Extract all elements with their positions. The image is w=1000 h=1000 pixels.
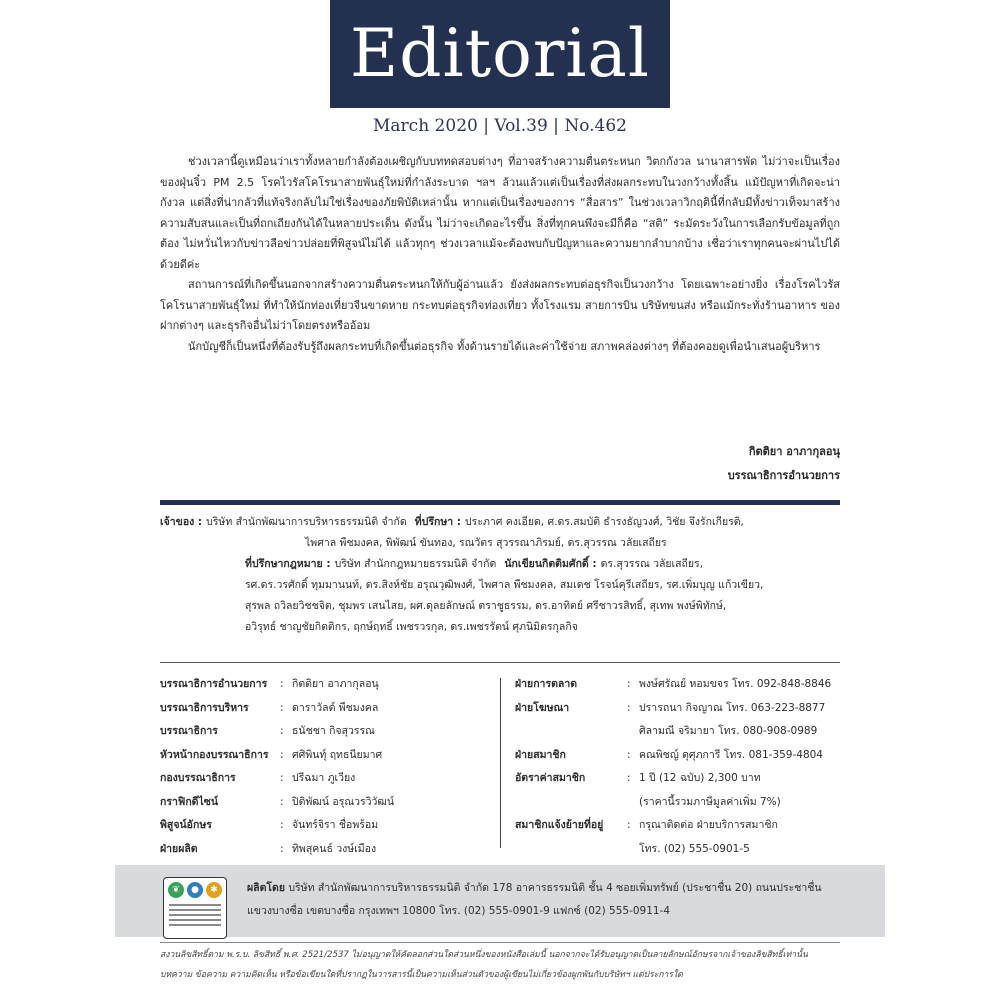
dept-row: ฝ่ายการตลาด : พงษ์ศรัณย์ หอมขจร โทร. 092-848-8846 <box>515 673 840 697</box>
eco-label-icon <box>163 877 227 939</box>
owner-row <box>160 512 840 533</box>
editorial-body <box>160 152 840 357</box>
dept-row: ฝ่ายสมาชิก : คณพิชญ์ ดุศุภการี โทร. 081-359-4804 <box>515 744 840 768</box>
dept-row: อัตราค่าสมาชิก : 1 ปี (12 ฉบับ) 2,300 บาท <box>515 767 840 791</box>
staff-name: จันทร์จิรา ชื่อพร้อม <box>292 819 379 831</box>
signature-role: บรรณาธิการอำนวยการ <box>727 469 840 482</box>
dept-contact: 1 ปี (12 ฉบับ) 2,300 บาท <box>639 772 761 784</box>
dept-role: ฝ่ายการตลาด <box>515 678 578 690</box>
signature-name: กิตติยา อาภากุลอนุ <box>748 445 840 458</box>
section-divider <box>160 500 840 505</box>
paragraph-2: สถานการณ์ที่เกิดขึ้นนอกจากสร้างความตื่นตระหนกให้กับผู้อ่านแล้ว ยังส่งผลกระทบต่อธุรกิจเป็นวงกว้าง โดยเฉพาะอย่างยิ่ง เรื่องโรคไวรัสโคโรนาสายพันธุ์ใหม่ ที่ทำให้นักท่องเที่ยวจีนขาดหาย กระทบต่อธุรกิจท่องเที่ยว ทั้งโรงแรม สายการบิน บริษัทขนส่ง หรือแม้กระทั่งร้านอาหาร ของฝากต่างๆ และธุรกิจอื่นไม่ว่าโดยตรงหรืออ้อม <box>160 278 840 332</box>
dept-role: อัตราค่าสมาชิก <box>515 772 586 784</box>
leaf-icon: ❦ <box>168 882 184 898</box>
copyright-line-2: บทความ ข้อความ ความคิดเห็น หรือข้อเขียนใดที่ปรากฏในวารสารนี้เป็นความเห็นส่วนตัวของผู้เขียนไม่เกี่ยวข้องผูกพันกับบริษัทฯ แต่ประการใด <box>160 970 683 980</box>
staff-row: กองบรรณาธิการ : ปรีฉมา ภูเวียง <box>160 767 490 791</box>
producer-label: ผลิตโดย <box>247 882 286 894</box>
dept-contact: ศิลามณี จริมายา โทร. 080-908-0989 <box>639 725 818 737</box>
staff-role: พิสูจน์อักษร <box>160 819 212 831</box>
staff-role: บรรณาธิการบริหาร <box>160 701 249 714</box>
staff-row: บรรณาธิการ : ธนัชชา กิจสุวรรณ <box>160 720 490 744</box>
legal-value: บริษัท สำนักกฎหมายธรรมนิติ จำกัด <box>334 558 497 570</box>
producer-band <box>115 865 885 937</box>
dept-contact: คณพิชญ์ ดุศุภการี โทร. 081-359-4804 <box>639 748 823 761</box>
water-drop-icon: ● <box>187 882 203 898</box>
staff-role: กราฟิกดีไซน์ <box>160 795 219 808</box>
honor-row-2 <box>160 575 840 596</box>
staff-role: บรรณาธิการ <box>160 725 218 737</box>
copyright-line-1: สงวนลิขสิทธิ์ตาม พ.ร.บ. ลิขสิทธิ์ พ.ศ. 2521/2537 ไม่อนุญาตให้คัดลอกส่วนใดส่วนหนึ่งของหนังสือเล่มนี้ นอกจากจะได้รับอนุญาตเป็นลายลักษณ์อักษรจากเจ้าของลิขสิทธิ์เท่านั้น <box>160 950 808 960</box>
owner-value: บริษัท สำนักพัฒนาการบริหารธรรมนิติ จำกัด <box>206 516 407 528</box>
dept-row-continued <box>515 838 840 862</box>
staff-role: กองบรรณาธิการ <box>160 772 236 784</box>
staff-role: บรรณาธิการอำนวยการ <box>160 678 268 690</box>
staff-name: กิตติยา อาภากุลอนุ <box>292 678 379 690</box>
staff-column-divider <box>500 678 501 848</box>
honor-line-1: ดร.สุวรรณ วลัยเสถียร, <box>600 558 704 570</box>
advisor-row-2 <box>160 533 840 554</box>
masthead <box>330 0 670 108</box>
lightbulb-icon: ✱ <box>206 882 222 898</box>
honor-label: นักเขียนกิตติมศักดิ์ : <box>504 558 597 570</box>
dept-contact: กรุณาติดต่อ ฝ่ายบริการสมาชิก <box>639 819 778 831</box>
staff-name: ปรีฉมา ภูเวียง <box>292 772 356 784</box>
staff-name: ปิติพัฒน์ อรุณวรวิวัฒน์ <box>292 795 395 808</box>
honor-line-3: สุรพล ถวิลยวิชชจิต, ชุมพร เสนไสย, ผศ.ดุลยลักษณ์ ตราชูธรรม, ดร.อาทิตย์ ศรีชาวรสิทธิ์, สุเทพ พงษ์พิทักษ์, <box>245 600 727 612</box>
dept-row-continued <box>515 720 840 744</box>
signature <box>728 440 840 488</box>
staff-row: ฝ่ายผลิต : ทิพสุคนธ์ วงษ์เมือง <box>160 838 490 862</box>
dept-contact: ปรารถนา กิจญาณ โทร. 063-223-8877 <box>639 701 826 714</box>
honor-row-3 <box>160 596 840 617</box>
staff-name: ทิพสุคนธ์ วงษ์เมือง <box>292 842 377 855</box>
producer-info <box>247 877 847 923</box>
paragraph-3: นักบัญชีก็เป็นหนึ่งที่ต้องรับรู้ถึงผลกระทบที่เกิดขึ้นต่อธุรกิจ ทั้งด้านรายได้และค่าใช้จ่าย สภาพคล่องต่างๆ ที่ต้องคอยดูเพื่อนำเสนอผู้บริหาร <box>188 339 821 353</box>
dept-role: สมาชิกแจ้งย้ายที่อยู่ <box>515 819 604 831</box>
paragraph-1: ช่วงเวลานี้ดูเหมือนว่าเราทั้งหลายกำลังต้องเผชิญกับบททดสอบต่างๆ ที่อาจสร้างความตื่นตระหนก วิตกกังวล นานาสารพัด ไม่ว่าจะเป็นเรื่องของฝุ่นจิ๋ว PM 2.5 โรคไวรัสโคโรนาสายพันธุ์ใหม่ที่กำลังระบาด ฯลฯ ล้วนแล้วแต่เป็นเรื่องที่ส่งผลกระทบในวงกว้างทั้งสิ้น แม้ปัญหาที่เกิดจะน่ากังวล แต่สิ่งที่น่ากลัวที่แท้จริงกลับไม่ใช่เรื่องของภัยพิบัติเหล่านั้น หากแต่เป็นเรื่องของการ “สื่อสาร” ในช่วงเวลาวิกฤตินี้ที่กลับมีทั้งข่าวเท็จมาสร้างความสับสนและเป็นที่ถกเถียงกันได้ในหลายประเด็น ดังนั้น ไม่ว่าจะเกิดอะไรขึ้น สิ่งที่ทุกคนพึงจะมีก็คือ “สติ” ระมัดระวังในการเลือกรับข้อมูลที่ถูกต้อง ไม่หวั่นไหวกับข่าวลือข่าวปล่อยที่พิสูจน์ไม่ได้ แล้วทุกๆ ช่วงเวลาแม้จะต้องพบกับปัญหาและความยากลำบากบ้าง เชื่อว่าเราทุกคนจะผ่านไปได้ด้วยดีค่ะ <box>160 155 840 271</box>
copyright-notice <box>160 942 840 985</box>
staff-row: บรรณาธิการบริหาร : ดาราวัลต์ พืชมงคล <box>160 697 490 721</box>
staff-name: ดาราวัลต์ พืชมงคล <box>292 701 379 714</box>
staff-row: พิสูจน์อักษร : จันทร์จิรา ชื่อพร้อม <box>160 814 490 838</box>
dept-row-continued <box>515 791 840 815</box>
dept-row: สมาชิกแจ้งย้ายที่อยู่ : กรุณาติดต่อ ฝ่ายบริการสมาชิก <box>515 814 840 838</box>
staff-list-right <box>515 673 840 861</box>
advisor-line-2: ไพศาล พืชมงคล, พิพัฒน์ ขันทอง, รณวัตร สุวรรณาภิรมย์, ดร.สุวรรณ วลัยเสถียร <box>305 537 667 549</box>
legal-label: ที่ปรึกษากฎหมาย : <box>245 558 331 570</box>
legal-row <box>160 554 840 575</box>
masthead-title: Editorial <box>350 15 650 92</box>
staff-row: กราฟิกดีไซน์ : ปิติพัฒน์ อรุณวรวิวัฒน์ <box>160 791 490 815</box>
issue-line: March 2020 | Vol.39 | No.462 <box>373 116 627 136</box>
honor-row-4 <box>160 617 840 638</box>
staff-name: ธนัชชา กิจสุวรรณ <box>292 725 375 737</box>
staff-role: ฝ่ายผลิต <box>160 842 198 855</box>
producer-line-2: แขวงบางซื่อ เขตบางซื่อ กรุงเทพฯ 10800 โทร. (02) 555-0901-9 แฟกซ์ (02) 555-0911-4 <box>247 905 671 917</box>
staff-row: หัวหน้ากองบรรณาธิการ : ศศิพินทุ์ ฤทธนียมาศ <box>160 744 490 768</box>
staff-row: บรรณาธิการอำนวยการ : กิตติยา อาภากุลอนุ <box>160 673 490 697</box>
advisor-line-1: ประภาศ คงเอียด, ศ.ดร.สมบัติ ธำรงธัญวงศ์, วิชัย จึงรักเกียรติ, <box>465 516 744 528</box>
staff-list-left <box>160 673 490 861</box>
staff-divider <box>160 662 840 663</box>
staff-name: ศศิพินทุ์ ฤทธนียมาศ <box>292 748 383 761</box>
dept-contact: (ราคานี้รวมภาษีมูลค่าเพิ่ม 7%) <box>639 795 781 808</box>
producer-line-1: บริษัท สำนักพัฒนาการบริหารธรรมนิติ จำกัด 178 อาคารธรรมนิติ ชั้น 4 ซอยเพิ่มทรัพย์ (ประชาชื่น 20) ถนนประชาชื่น <box>288 882 822 894</box>
owner-block <box>160 512 840 638</box>
advisor-label: ที่ปรึกษา : <box>414 516 462 528</box>
dept-contact: พงษ์ศรัณย์ หอมขจร โทร. 092-848-8846 <box>639 678 832 690</box>
dept-row: ฝ่ายโฆษณา : ปรารถนา กิจญาณ โทร. 063-223-8877 <box>515 697 840 721</box>
staff-role: หัวหน้ากองบรรณาธิการ <box>160 748 269 761</box>
owner-label: เจ้าของ : <box>160 516 203 528</box>
honor-line-2: รศ.ดร.วรศักดิ์ ทุมมานนท์, ดร.สิงห์ชัย อรุณวุฒิพงศ์, ไพศาล พืชมงคล, สมเดช โรจน์คุรีเสถียร, รศ.เพิ่มบุญ แก้วเขียว, <box>245 579 764 591</box>
dept-contact: โทร. (02) 555-0901-5 <box>639 842 750 855</box>
dept-role: ฝ่ายสมาชิก <box>515 748 566 761</box>
honor-line-4: อวิรุทธ์ ชาญชัยกิตติกร, ฤกษ์ฤทธิ์ เพชรวรกุล, ดร.เพชรรัตน์ ศุภนิมิตรกุลกิจ <box>245 621 578 633</box>
dept-role: ฝ่ายโฆษณา <box>515 701 570 714</box>
